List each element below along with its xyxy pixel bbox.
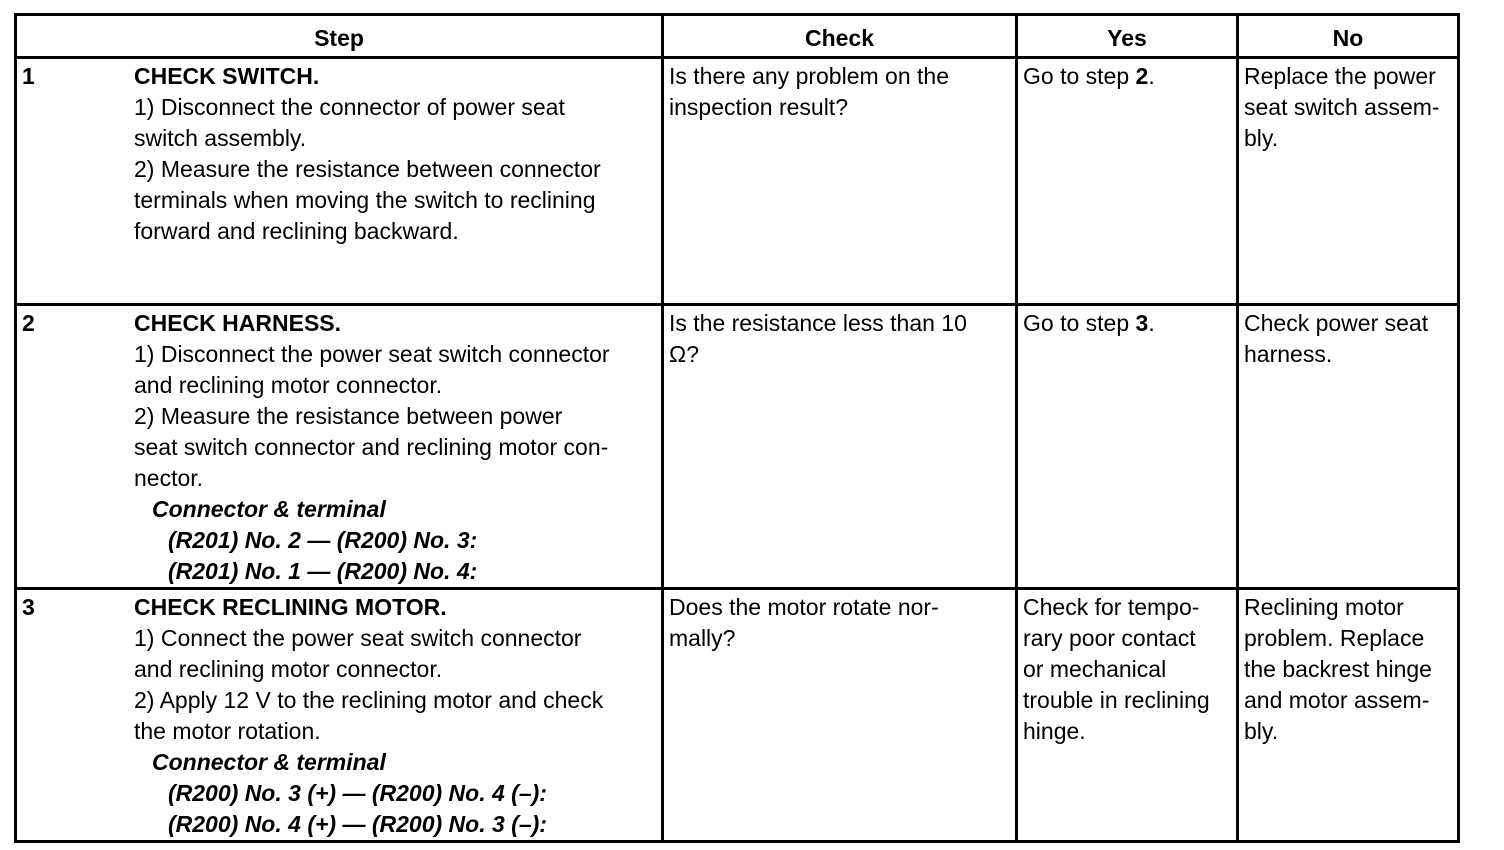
step-line: 1) Connect the power seat switch connector [134, 625, 582, 651]
step-line: 1) Disconnect the connector of power seat [134, 94, 565, 120]
step-cell [16, 305, 663, 589]
check-line: Does the motor rotate nor- [669, 594, 939, 620]
check-line: Ω? [669, 341, 699, 367]
step-line: the motor rotation. [134, 718, 321, 744]
check-line: inspection result? [669, 94, 848, 120]
header-check: Check [663, 15, 1017, 58]
check-cell [663, 58, 1017, 305]
yes-line: hinge. [1023, 718, 1086, 744]
no-line: Check power seat [1244, 310, 1429, 336]
step-line: 2) Apply 12 V to the reclining motor and check [134, 687, 604, 713]
no-line: Replace the power [1244, 63, 1436, 89]
no-line: seat switch assem- [1244, 94, 1440, 120]
no-cell [1238, 589, 1459, 842]
yes-line: or mechanical [1023, 656, 1167, 682]
connector-terminal-heading: Connector & terminal [152, 496, 386, 522]
no-line: problem. Replace [1244, 625, 1425, 651]
no-line: bly. [1244, 125, 1279, 151]
yes-cell [1017, 305, 1238, 589]
check-line: Is the resistance less than 10 [669, 310, 967, 336]
no-line: bly. [1244, 718, 1279, 744]
step-line: 1) Disconnect the power seat switch connector [134, 341, 610, 367]
step-line: 2) Measure the resistance between connector [134, 156, 601, 182]
yes-step-number: 3 [1135, 310, 1149, 336]
header-row [16, 15, 1459, 58]
yes-line: rary poor contact [1023, 625, 1196, 651]
step-number: 3 [22, 594, 35, 620]
step-title: CHECK RECLINING MOTOR. [134, 594, 447, 620]
no-line: the backrest hinge [1244, 656, 1432, 682]
yes-cell [1017, 58, 1238, 305]
connector-terminal-line: (R201) No. 1 — (R200) No. 4: [168, 558, 478, 584]
header-step: Step [16, 15, 663, 58]
step-line: and reclining motor connector. [134, 656, 443, 682]
yes-line: Go to step 3. [1023, 310, 1155, 336]
step-cell [16, 58, 663, 305]
no-line: harness. [1244, 341, 1333, 367]
connector-terminal-line: (R200) No. 3 (+) — (R200) No. 4 (–): [168, 780, 547, 806]
step-line: switch assembly. [134, 125, 307, 151]
yes-step-number: 2 [1135, 63, 1149, 89]
connector-terminal-line: (R200) No. 4 (+) — (R200) No. 3 (–): [168, 811, 547, 837]
step-line: forward and reclining backward. [134, 218, 459, 244]
check-line: Is there any problem on the [669, 63, 949, 89]
connector-terminal-line: (R201) No. 2 — (R200) No. 3: [168, 527, 478, 553]
step-number: 1 [22, 63, 35, 89]
step-number: 2 [22, 310, 35, 336]
no-cell [1238, 305, 1459, 589]
no-line: Reclining motor [1244, 594, 1404, 620]
check-line: mally? [669, 625, 736, 651]
connector-terminal-heading: Connector & terminal [152, 749, 386, 775]
table-row [16, 58, 1459, 305]
no-cell [1238, 58, 1459, 305]
diagnostic-table-container [14, 13, 1457, 843]
step-line: terminals when moving the switch to reclining [134, 187, 596, 213]
yes-line: Check for tempo- [1023, 594, 1200, 620]
table-row [16, 589, 1459, 842]
table-row [16, 305, 1459, 589]
header-yes: Yes [1017, 15, 1238, 58]
yes-line: trouble in reclining [1023, 687, 1210, 713]
step-line: 2) Measure the resistance between power [134, 403, 563, 429]
check-cell [663, 589, 1017, 842]
header-no: No [1238, 15, 1459, 58]
step-line: seat switch connector and reclining motor con- [134, 434, 609, 460]
step-title: CHECK HARNESS. [134, 310, 342, 336]
no-line: and motor assem- [1244, 687, 1430, 713]
step-title: CHECK SWITCH. [134, 63, 320, 89]
yes-line: Go to step 2. [1023, 63, 1155, 89]
step-cell [16, 589, 663, 842]
check-cell [663, 305, 1017, 589]
step-line: and reclining motor connector. [134, 372, 443, 398]
yes-cell [1017, 589, 1238, 842]
diagnostic-table [14, 13, 1460, 843]
step-line: nector. [134, 465, 204, 491]
